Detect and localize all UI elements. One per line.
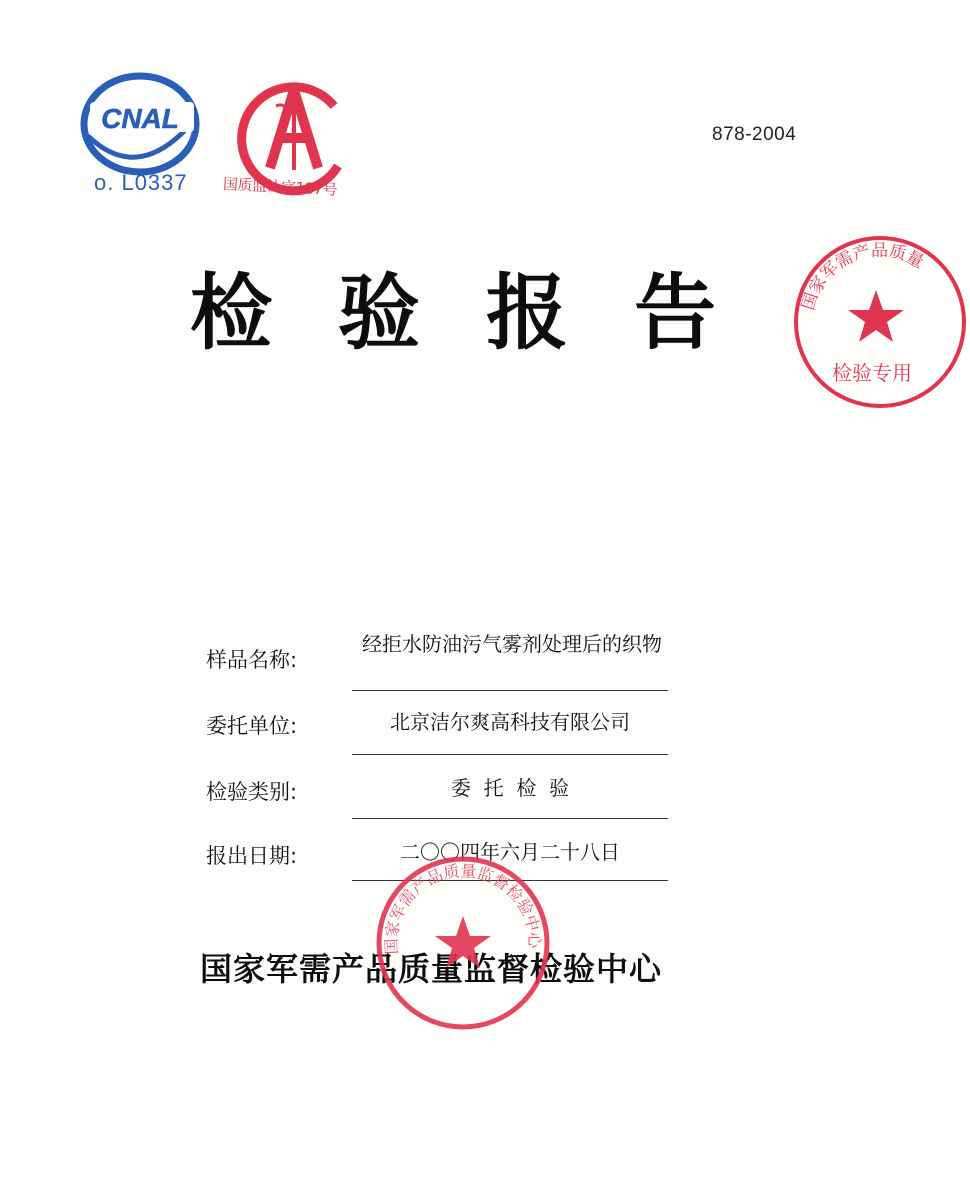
field-label: 样品名称: xyxy=(206,648,298,672)
cnal-accreditation-code: o. L0337 xyxy=(94,170,188,195)
field-label: 报出日期: xyxy=(206,844,298,868)
field-underline xyxy=(352,690,668,691)
field-label: 委托单位: xyxy=(206,714,298,738)
cnal-logo-text: CNAL xyxy=(101,103,179,134)
page-title: 检验报告 xyxy=(190,265,783,361)
side-seal-icon xyxy=(790,232,970,412)
official-seal-icon xyxy=(374,854,552,1032)
field-underline xyxy=(352,818,668,819)
report-number: 878-2004 xyxy=(712,124,797,145)
field-value: 北京洁尔爽高科技有限公司 xyxy=(390,710,630,734)
svg-text:国家军需产品质量 xyxy=(798,241,926,313)
field-value: 委 托 检 验 xyxy=(450,776,570,800)
field-label: 检验类别: xyxy=(206,780,298,804)
issuing-organization: 国家军需产品质量监督检验中心 xyxy=(200,950,663,988)
field-value: 二〇〇四年六月二十八日 xyxy=(400,840,620,864)
side-seal-ring-text: 国家军需产品质量 xyxy=(798,240,927,313)
field-value: 经拒水防油污气雾剂处理后的织物 xyxy=(362,632,662,656)
field-underline xyxy=(352,754,668,755)
official-seal-ring-text: 国家军需产品质量监督检验中心 xyxy=(381,861,545,955)
side-seal-bottom-text: 检验专用 xyxy=(832,361,912,385)
cma-seal-caption: 国质监认字187号 xyxy=(222,175,338,199)
